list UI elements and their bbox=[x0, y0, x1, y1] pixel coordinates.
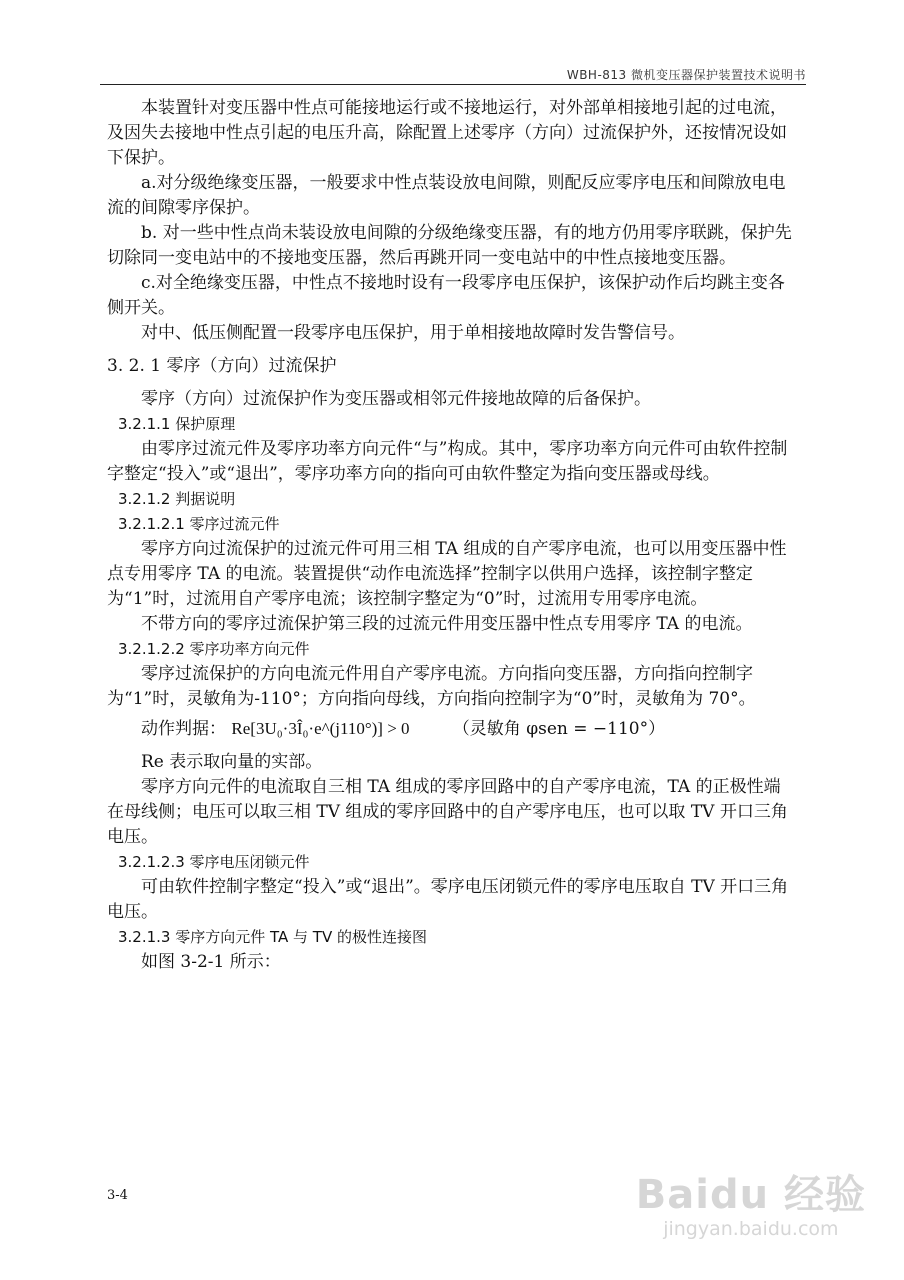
section-heading-3-2-1: 3. 2. 1 零序（方向）过流保护 bbox=[107, 356, 337, 376]
paragraph-power-direction: 零序过流保护的方向电流元件用自产零序电流。方向指向变压器，方向指向控制字为“1”时，灵敏角为-110°；方向指向母线，方向指向控制字为“0”时，灵敏角为 70°。 bbox=[107, 664, 756, 709]
paragraph-overcurrent-element: 零序方向过流保护的过流元件可用三相 TA 组成的自产零序电流，也可以用变压器中性点专用零序 TA 的电流。装置提供“动作电流选择”控制字以供用户选择，该控制字整定为“1”时，过流用自产零序电流；该控制字整定为“0”时，过流用专用零序电流。 bbox=[107, 539, 787, 609]
baidu-logo: Baidu 经验 bbox=[635, 1172, 866, 1218]
section-heading-3-2-1-2-3: 3.2.1.2.3 零序电压闭锁元件 bbox=[118, 853, 310, 871]
paragraph-low-voltage: 对中、低压侧配置一段零序电压保护，用于单相接地故障时发告警信号。 bbox=[141, 323, 685, 343]
formula-operating-criterion bbox=[107, 716, 797, 742]
paragraph-backup-protection: 零序（方向）过流保护作为变压器或相邻元件接地故障的后备保护。 bbox=[141, 389, 651, 409]
paragraph-item-a: a.对分级绝缘变压器，一般要求中性点装设放电间隙，则配反应零序电压和间隙放电电流的间隙零序保护。 bbox=[107, 173, 786, 218]
section-heading-3-2-1-1: 3.2.1.1 保护原理 bbox=[118, 415, 236, 433]
paragraph-intro: 本装置针对变压器中性点可能接地运行或不接地运行，对外部单相接地引起的过电流，及因失去接地中性点引起的电压升高，除配置上述零序（方向）过流保护外，还按情况设如下保护。 bbox=[107, 98, 787, 168]
paragraph-voltage-lock: 可由软件控制字整定“投入”或“退出”。零序电压闭锁元件的零序电压取自 TV 开口三角电压。 bbox=[107, 877, 789, 922]
baidu-watermark bbox=[636, 1163, 866, 1240]
watermark-url: jingyan.baidu.com bbox=[663, 1218, 839, 1240]
paragraph-item-b: b. 对一些中性点尚未装设放电间隙的分级绝缘变压器，有的地方仍用零序联跳，保护先切除同一变电站中的不接地变压器，然后再跳开同一变电站中的中性点接地变压器。 bbox=[107, 223, 792, 268]
formula-expression: Re[3U₀·3Î₀·e^(j110°)] > 0 bbox=[231, 719, 410, 738]
paragraph-item-c: c.对全绝缘变压器，中性点不接地时设有一段零序电压保护，该保护动作后均跳主变各侧开关。 bbox=[107, 273, 785, 318]
section-heading-3-2-1-2: 3.2.1.2 判据说明 bbox=[118, 490, 236, 508]
paragraph-figure-reference: 如图 3-2-1 所示： bbox=[141, 952, 281, 972]
section-heading-3-2-1-2-2: 3.2.1.2.2 零序功率方向元件 bbox=[118, 640, 310, 658]
document-body bbox=[107, 96, 797, 975]
header-title: WBH-813 微机变压器保护装置技术说明书 bbox=[566, 68, 806, 82]
formula-sensitivity-note: （灵敏角 φsen = −110°） bbox=[452, 719, 666, 739]
formula-label: 动作判据： bbox=[141, 719, 226, 739]
page-number: 3-4 bbox=[107, 1188, 128, 1203]
paragraph-third-stage: 不带方向的零序过流保护第三段的过流元件用变压器中性点专用零序 TA 的电流。 bbox=[141, 614, 753, 634]
section-heading-3-2-1-2-1: 3.2.1.2.1 零序过流元件 bbox=[118, 515, 280, 533]
paragraph-re-definition: Re 表示取向量的实部。 bbox=[141, 752, 323, 772]
section-heading-3-2-1-3: 3.2.1.3 零序方向元件 TA 与 TV 的极性连接图 bbox=[118, 928, 428, 946]
paragraph-direction-source: 零序方向元件的电流取自三相 TA 组成的零序回路中的自产零序电流，TA 的正极性端在母线侧；电压可以取三相 TV 组成的零序回路中的自产零序电压，也可以取 TV 开口三角电压。 bbox=[107, 777, 788, 847]
paragraph-protection-principle: 由零序过流元件及零序功率方向元件“与”构成。其中，零序功率方向元件可由软件控制字整定“投入”或“退出”，零序功率方向的指向可由软件整定为指向变压器或母线。 bbox=[107, 439, 788, 484]
header-divider bbox=[100, 84, 806, 85]
